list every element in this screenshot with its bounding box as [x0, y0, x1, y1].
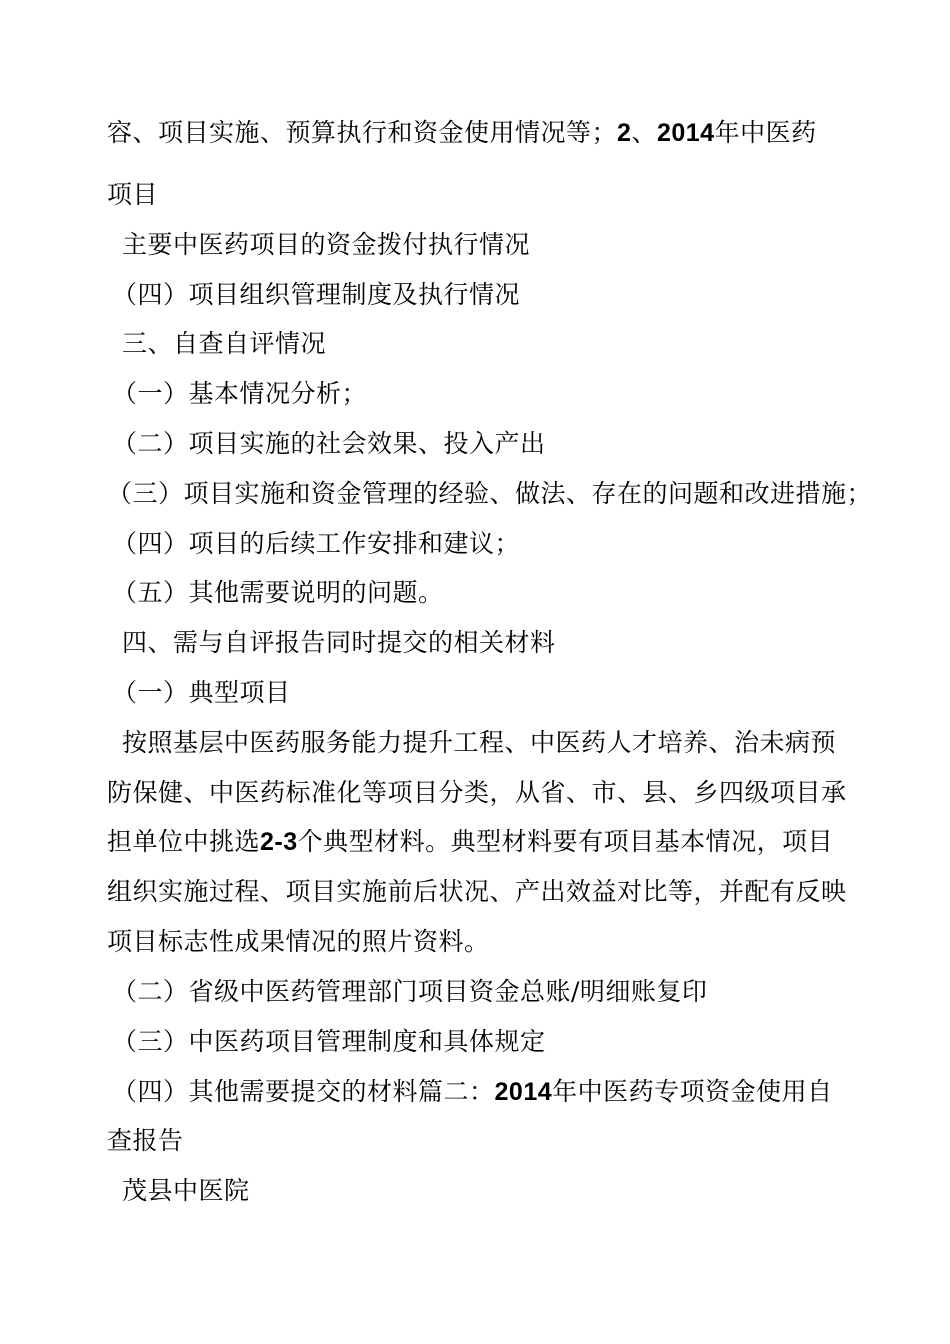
text-line-2: 项目 — [107, 180, 159, 209]
text-line-12: （一）典型项目 — [112, 678, 291, 707]
section-heading-3: 三、自查自评情况 — [122, 329, 327, 358]
text-line-9: （四）项目的后续工作安排和建议； — [112, 529, 521, 558]
text-line-21: 查报告 — [107, 1126, 184, 1155]
text-line-17: 项目标志性成果情况的照片资料。 — [107, 927, 490, 956]
text-line-6: （一）基本情况分析； — [112, 379, 368, 408]
text-line-18: （二）省级中医药管理部门项目资金总账/明细账复印 — [112, 977, 708, 1006]
text-line-3: 主要中医药项目的资金拨付执行情况 — [122, 230, 531, 259]
numeric-run: 2 — [617, 119, 632, 147]
text-line-7: （二）项目实施的社会效果、投入产出 — [112, 429, 546, 458]
text-line-15: 担单位中挑选2-3个典型材料。典型材料要有项目基本情况，项目 — [107, 827, 834, 856]
text-line-13: 按照基层中医药服务能力提升工程、中医药人才培养、治未病预 — [122, 728, 837, 757]
section-heading-4: 四、需与自评报告同时提交的相关材料 — [122, 628, 556, 657]
numeric-run: 2014 — [656, 119, 715, 147]
text-line-16: 组织实施过程、项目实施前后状况、产出效益对比等，并配有反映 — [107, 877, 847, 906]
text-line-8: （三）项目实施和资金管理的经验、做法、存在的问题和改进措施； — [107, 479, 873, 508]
text-line-14: 防保健、中医药标准化等项目分类，从省、市、县、乡四级项目承 — [107, 778, 847, 807]
text-line-10: （五）其他需要说明的问题。 — [112, 578, 444, 607]
numeric-run: 2014 — [494, 1078, 553, 1106]
text-line-22: 茂县中医院 — [122, 1176, 250, 1205]
text-line-19: （三）中医药项目管理制度和具体规定 — [112, 1027, 546, 1056]
text-line-1: 容、项目实施、预算执行和资金使用情况等；2、2014年中医药 — [107, 118, 817, 147]
text-line-20: （四）其他需要提交的材料篇二：2014年中医药专项资金使用自 — [112, 1077, 833, 1106]
numeric-run: 2-3 — [260, 828, 298, 856]
text-line-4: （四）项目组织管理制度及执行情况 — [112, 280, 521, 309]
